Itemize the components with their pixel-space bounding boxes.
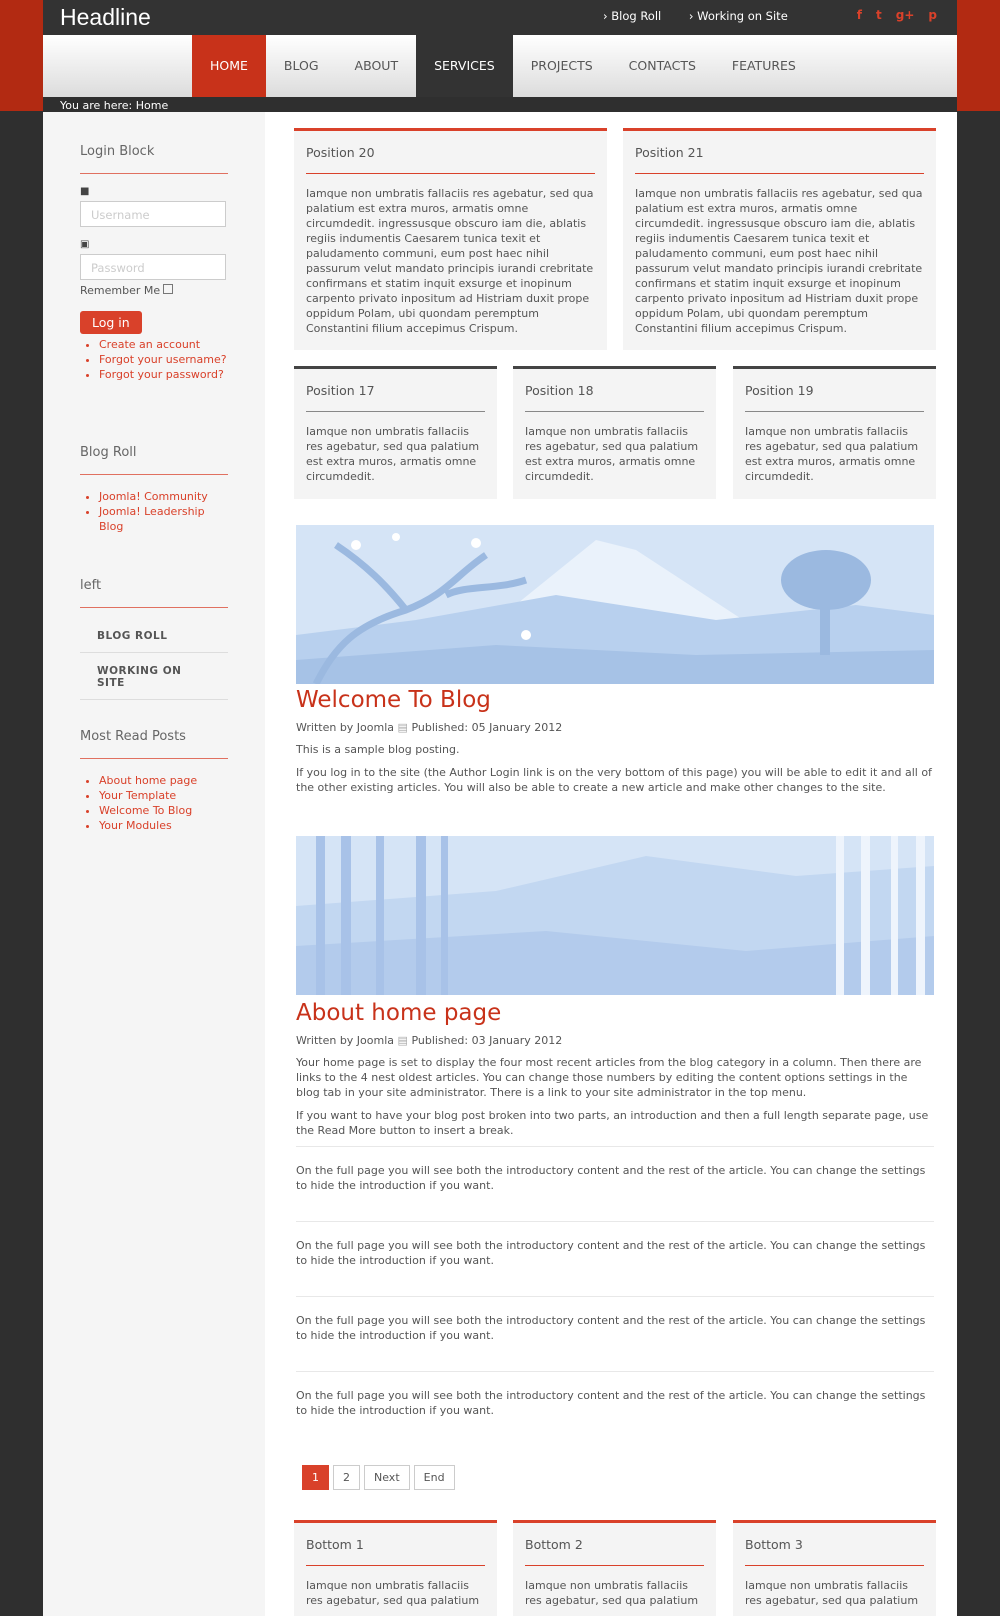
top-bar <box>43 0 957 35</box>
article-meta <box>296 1034 934 1047</box>
position-20-title: Position 20 <box>306 145 595 174</box>
remember-me <box>80 284 228 297</box>
remember-me-checkbox[interactable] <box>163 284 173 294</box>
nav-item-home[interactable]: HOME <box>192 35 266 97</box>
article-published: Published: 03 January 2012 <box>411 1034 563 1047</box>
position-19-text: Iamque non umbratis fallaciis res agebatur, sed qua palatium est extra muros, armatis omne circumdedit. <box>745 425 919 483</box>
remember-me-label: Remember Me <box>80 284 161 297</box>
bottom-3-text: Iamque non umbratis fallaciis res agebatur, sed qua palatium <box>745 1579 919 1607</box>
article-about-home <box>296 1000 934 1418</box>
position-20-text: Iamque non umbratis fallaciis res agebatur, sed qua palatium est extra muros, armatis omne circumdedit. ingressusque obscuro iam die, ablatis regiis indumentis Caesarem tunica texit et paludamento communi, eum post haec nihil passurum velut mandato principis iurandi crebritate confirmans et statim inquit exsurge et inopinum carpento privato inpositum ad Histriam duxit prope oppidum Polam, ubi quondam peremptum Constantini filium accepimus Crispum. <box>306 187 594 335</box>
bamboo-illustration <box>296 836 934 995</box>
left-menu-item-blog-roll[interactable]: BLOG ROLL <box>80 618 228 653</box>
most-read-links <box>80 773 228 833</box>
left-module-title: left <box>80 578 228 608</box>
left-menu <box>80 618 228 700</box>
most-read-module <box>80 729 228 833</box>
article-1-image <box>296 525 934 684</box>
main-content <box>265 112 957 1616</box>
most-read-link[interactable]: • Your Modules <box>99 818 228 833</box>
blogroll-module <box>80 445 228 534</box>
page-container <box>43 0 957 1616</box>
next-page-button[interactable]: Next <box>364 1465 410 1490</box>
password-input[interactable]: Password <box>80 254 226 280</box>
position-17 <box>294 366 497 499</box>
bottom-1 <box>294 1520 497 1616</box>
most-read-link[interactable]: • Your Template <box>99 788 228 803</box>
position-21 <box>623 128 936 350</box>
article-published: Published: 05 January 2012 <box>411 721 563 734</box>
nav-item-about[interactable]: ABOUT <box>354 58 399 73</box>
article-welcome <box>296 687 934 795</box>
nav-item-blog[interactable]: BLOG <box>283 58 319 73</box>
article-paragraph: On the full page you will see both the introductory content and the rest of the article. You can change the settings to hide the introduction if you want. <box>296 1146 934 1193</box>
login-links <box>80 337 228 382</box>
position-17-title: Position 17 <box>306 383 485 412</box>
create-account-link[interactable]: • Create an account <box>99 337 228 352</box>
most-read-title: Most Read Posts <box>80 729 228 759</box>
site-logo[interactable]: Headline <box>60 4 151 30</box>
nav-item-projects[interactable]: PROJECTS <box>530 58 593 73</box>
top-links <box>603 9 812 23</box>
article-2-image <box>296 836 934 995</box>
article-meta <box>296 721 934 734</box>
position-18-text: Iamque non umbratis fallaciis res agebatur, sed qua palatium est extra muros, armatis omne circumdedit. <box>525 425 699 483</box>
nav-item-services[interactable]: SERVICES <box>416 35 513 97</box>
article-paragraph: If you log in to the site (the Author Login link is on the very bottom of this page) you will be able to edit it and all of the other existing articles. You will also be able to create a new article and make other changes to the site. <box>296 766 932 794</box>
position-20 <box>294 128 607 350</box>
article-paragraph: On the full page you will see both the introductory content and the rest of the article. You can change the settings to hide the introduction if you want. <box>296 1371 934 1418</box>
blogroll-link[interactable]: • Joomla! Community <box>99 489 228 504</box>
forgot-username-link[interactable]: • Forgot your username? <box>99 352 228 367</box>
article-paragraph: On the full page you will see both the introductory content and the rest of the article. You can change the settings to hide the introduction if you want. <box>296 1221 934 1268</box>
twitter-icon[interactable]: t <box>876 8 882 22</box>
bottom-2-text: Iamque non umbratis fallaciis res agebatur, sed qua palatium <box>525 1579 699 1607</box>
user-icon: ■ <box>80 186 90 197</box>
article-author: Written by Joomla <box>296 721 395 734</box>
landscape-illustration <box>296 525 934 684</box>
top-link-blog-roll[interactable]: › Blog Roll <box>603 9 662 23</box>
breadcrumb: You are here: Home <box>43 97 957 112</box>
social-links <box>857 8 937 22</box>
article-title[interactable]: About home page <box>296 1000 502 1026</box>
bottom-1-text: Iamque non umbratis fallaciis res agebatur, sed qua palatium <box>306 1579 480 1607</box>
top-link-working-on-site[interactable]: › Working on Site <box>688 9 788 23</box>
article-paragraph: On the full page you will see both the introductory content and the rest of the article. You can change the settings to hide the introduction if you want. <box>296 1296 934 1343</box>
position-19 <box>733 366 936 499</box>
login-module-title: Login Block <box>80 144 228 174</box>
nav-item-features[interactable]: FEATURES <box>731 58 796 73</box>
username-input[interactable]: Username <box>80 201 226 227</box>
bottom-3-title: Bottom 3 <box>745 1537 924 1566</box>
position-21-text: Iamque non umbratis fallaciis res agebatur, sed qua palatium est extra muros, armatis omne circumdedit. ingressusque obscuro iam die, ablatis regiis indumentis Caesarem tunica texit et paludamento communi, eum post haec nihil passurum velut mandato principis iurandi crebritate confirmans et statim inquit exsurge et inopinum carpento privato inpositum ad Histriam duxit prope oppidum Polam, ubi quondam peremptum Constantini filium accepimus Crispum. <box>635 187 923 335</box>
blogroll-links <box>80 489 228 534</box>
end-page-button[interactable]: End <box>414 1465 455 1490</box>
blogroll-title: Blog Roll <box>80 445 228 475</box>
page-button-2[interactable]: 2 <box>333 1465 360 1490</box>
bottom-1-title: Bottom 1 <box>306 1537 485 1566</box>
sidebar <box>43 112 265 1616</box>
calendar-icon: ▤ <box>397 1034 408 1047</box>
login-module <box>80 144 228 382</box>
bottom-2-title: Bottom 2 <box>525 1537 704 1566</box>
most-read-link[interactable]: • About home page <box>99 773 228 788</box>
article-author: Written by Joomla <box>296 1034 395 1047</box>
article-paragraph: This is a sample blog posting. <box>296 743 460 756</box>
lock-icon: ▣ <box>80 239 90 250</box>
google-plus-icon[interactable]: g+ <box>895 8 915 22</box>
forgot-password-link[interactable]: • Forgot your password? <box>99 367 228 382</box>
left-menu-item-working-on-site[interactable]: WORKING ON SITE <box>80 653 228 700</box>
bottom-2 <box>513 1520 716 1616</box>
pinterest-icon[interactable]: p <box>928 8 937 22</box>
main-nav <box>43 35 957 97</box>
position-21-title: Position 21 <box>635 145 924 174</box>
bottom-3 <box>733 1520 936 1616</box>
page-button-1[interactable]: 1 <box>302 1465 329 1490</box>
facebook-icon[interactable]: f <box>856 8 862 22</box>
position-18-title: Position 18 <box>525 383 704 412</box>
calendar-icon: ▤ <box>397 721 408 734</box>
nav-item-contacts[interactable]: CONTACTS <box>628 58 696 73</box>
pagination <box>302 1465 455 1490</box>
article-paragraph: Your home page is set to display the four most recent articles from the blog category in a column. Then there are links to the 4 nest oldest articles. You can change those numbers by editing the content options settings in the blog tab in your site administrator. There is a link to your site administrator in the top menu. <box>296 1056 922 1099</box>
position-18 <box>513 366 716 499</box>
position-19-title: Position 19 <box>745 383 924 412</box>
article-title[interactable]: Welcome To Blog <box>296 687 491 713</box>
left-module <box>80 578 228 700</box>
blogroll-link[interactable]: • Joomla! Leadership Blog <box>99 504 228 534</box>
position-17-text: Iamque non umbratis fallaciis res agebatur, sed qua palatium est extra muros, armatis omne circumdedit. <box>306 425 480 483</box>
article-paragraph: If you want to have your blog post broken into two parts, an introduction and then a full length separate page, use the Read More button to insert a break. <box>296 1109 929 1137</box>
most-read-link[interactable]: • Welcome To Blog <box>99 803 228 818</box>
login-button[interactable]: Log in <box>80 311 142 334</box>
